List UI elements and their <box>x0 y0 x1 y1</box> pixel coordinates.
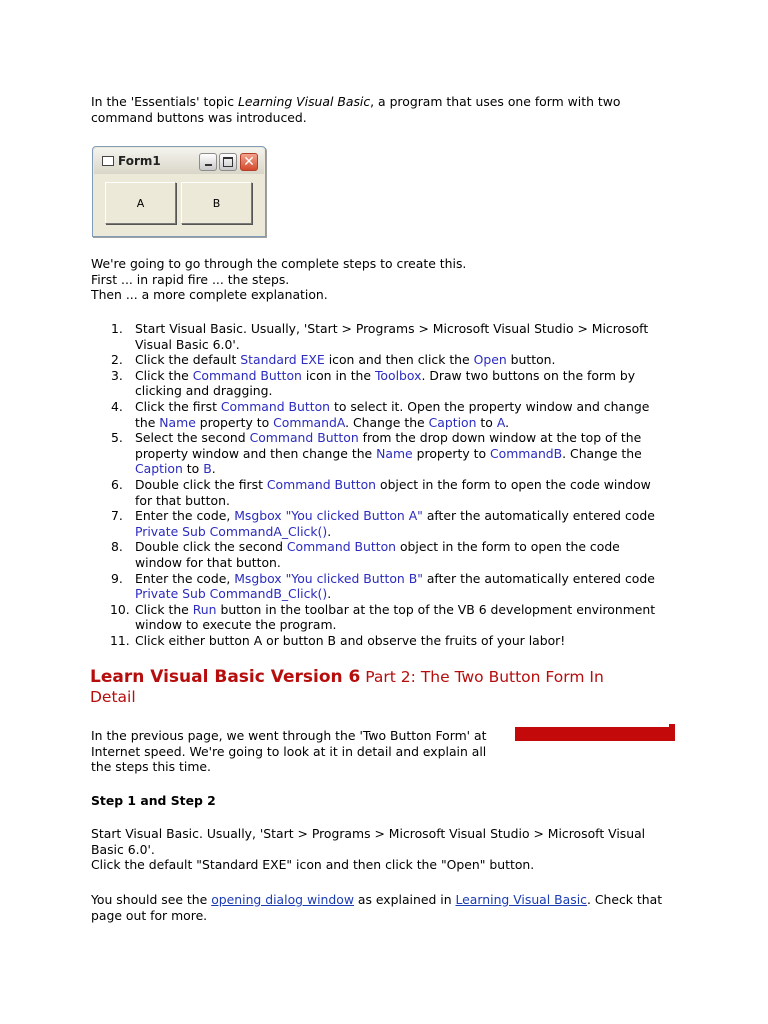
highlight-term: A <box>496 414 506 430</box>
highlight-term: Command Button <box>249 430 359 446</box>
list-item <box>135 352 725 368</box>
highlight-term: Name <box>376 445 413 461</box>
step-text: the <box>135 414 160 430</box>
previous-line1: In the previous page, we went through the 'Two Button Form' at <box>91 728 487 743</box>
step-text: Click the first <box>135 398 221 414</box>
see-text: . Check that <box>586 892 663 907</box>
previous-line2: Internet speed. We're going to look at it in detail and explain all <box>91 743 487 759</box>
list-item <box>135 477 725 508</box>
see-line2: page out for more. <box>91 907 208 923</box>
start-line2: Basic 6.0'. <box>91 841 155 857</box>
step-text: from the drop down window at the top of the <box>358 430 642 446</box>
step-text: icon and then click the <box>324 352 474 368</box>
step-text: Start Visual Basic. Usually, 'Start > Programs > Microsoft Visual Studio > Microsoft <box>135 321 649 336</box>
button-b: B <box>181 182 252 224</box>
see-text: as explained in <box>353 892 456 907</box>
start-paragraph <box>91 826 691 873</box>
button-a: A <box>105 182 176 224</box>
list-item <box>135 368 725 399</box>
intro-prefix: In the 'Essentials' topic <box>91 94 238 109</box>
intro-topic: Learning Visual Basic <box>237 94 371 109</box>
learning-visual-basic-link[interactable]: Learning Visual Basic <box>455 892 587 907</box>
step-text: for that button. <box>135 492 230 508</box>
highlight-term: CommandB <box>489 445 563 461</box>
highlight-term: CommandA <box>273 414 346 430</box>
heading-bold: Learn Visual Basic Version 6 <box>90 667 361 687</box>
going-line1: We're going to go through the complete steps to create this. <box>91 256 467 271</box>
step-text: . <box>327 523 332 539</box>
highlight-term: B <box>203 461 212 477</box>
heading-rest: Part 2: The Two Button Form In <box>360 668 604 686</box>
previous-paragraph <box>91 728 511 775</box>
highlight-term: Command Button <box>266 476 377 492</box>
list-item <box>135 321 725 352</box>
code-snippet: Msgbox "You clicked Button B" <box>234 570 423 586</box>
step-text: after the automatically entered code <box>422 508 655 524</box>
highlight-term: Command Button <box>220 398 331 414</box>
step-text: to <box>182 461 204 477</box>
step-text: property to <box>412 445 490 461</box>
code-snippet: Private Sub CommandA_Click() <box>135 523 328 539</box>
step-text: window for that button. <box>135 554 281 570</box>
step-text: button. <box>506 352 556 368</box>
minimize-icon <box>199 153 217 171</box>
step-text: object in the form to open the code window <box>376 476 651 492</box>
close-icon: ✕ <box>240 153 258 171</box>
window-body <box>94 175 264 235</box>
step-heading-text: Step 1 and Step 2 <box>91 793 216 808</box>
highlight-term: Name <box>159 414 196 430</box>
highlight-term: Caption <box>135 461 183 477</box>
list-item <box>135 539 725 570</box>
step-text: window to execute the program. <box>135 617 337 633</box>
step-text: Click the default <box>135 352 241 368</box>
form-icon <box>102 156 114 166</box>
intro-line2: command buttons was introduced. <box>91 109 307 125</box>
intro-paragraph <box>91 94 691 125</box>
start-line1: Start Visual Basic. Usually, 'Start > Programs > Microsoft Visual Studio > Microsoft Visual <box>91 826 646 841</box>
step-text: . Draw two buttons on the form by <box>421 367 636 383</box>
section-heading <box>90 667 650 707</box>
step-text: property to <box>195 414 274 430</box>
step-text: after the automatically entered code <box>422 570 655 586</box>
step-text: . <box>211 461 216 477</box>
steps-list <box>91 321 725 648</box>
step-text: Enter the code, <box>135 508 235 524</box>
window-titlebar <box>94 148 264 174</box>
ad-banner[interactable] <box>515 727 675 741</box>
code-snippet: Private Sub CommandB_Click() <box>135 586 328 602</box>
step-text: property window and then change the <box>135 445 377 461</box>
list-item <box>135 602 725 633</box>
step-text: Visual Basic 6.0'. <box>135 336 240 352</box>
window-title: Form1 <box>118 154 161 168</box>
previous-line3: the steps this time. <box>91 759 211 775</box>
highlight-term: Command Button <box>286 539 397 555</box>
step-text: . Change the <box>562 445 642 461</box>
going-line2: First ... in rapid fire ... the steps. <box>91 271 290 287</box>
highlight-term: Toolbox <box>374 367 422 383</box>
form1-window-image <box>92 146 266 237</box>
going-paragraph <box>91 256 691 303</box>
step-text: . <box>327 586 332 602</box>
step-text: clicking and dragging. <box>135 383 273 399</box>
highlight-term: Command Button <box>192 367 302 383</box>
step-text: . <box>505 414 510 430</box>
highlight-term: Run <box>192 601 217 617</box>
going-line3: Then ... a more complete explanation. <box>91 287 328 303</box>
list-item <box>135 430 725 477</box>
step-text: Enter the code, <box>135 570 235 586</box>
list-item <box>135 571 725 602</box>
step-text: . Change the <box>345 414 429 430</box>
step-text: icon in the <box>301 367 375 383</box>
step-text: button in the toolbar at the top of the VB 6 development environment <box>216 601 656 617</box>
code-snippet: Msgbox "You clicked Button A" <box>234 508 423 524</box>
step-text: Double click the first <box>135 476 267 492</box>
step-text: Click the <box>135 367 193 383</box>
maximize-icon <box>219 153 237 171</box>
see-text: You should see the <box>91 892 212 907</box>
step-text: object in the form to open the code <box>396 539 620 555</box>
opening-dialog-link[interactable]: opening dialog window <box>211 892 354 907</box>
step-text: to <box>476 414 497 430</box>
see-paragraph <box>91 892 691 923</box>
highlight-term: Open <box>473 352 507 368</box>
heading-line2: Detail <box>90 688 136 706</box>
list-item <box>135 399 725 430</box>
intro-suffix: , a program that uses one form with two <box>370 94 621 109</box>
list-item <box>135 508 725 539</box>
list-item <box>135 633 725 649</box>
step-text: Double click the second <box>135 539 287 555</box>
step-text: to select it. Open the property window and change <box>330 398 650 414</box>
highlight-term: Caption <box>428 414 477 430</box>
step-text: Click the <box>135 601 193 617</box>
step-text: Select the second <box>135 430 250 446</box>
step-text: Click either button A or button B and observe the fruits of your labor! <box>135 632 566 648</box>
step-heading <box>91 793 216 809</box>
start-line3: Click the default "Standard EXE" icon and then click the "Open" button. <box>91 857 535 873</box>
highlight-term: Standard EXE <box>240 352 325 368</box>
